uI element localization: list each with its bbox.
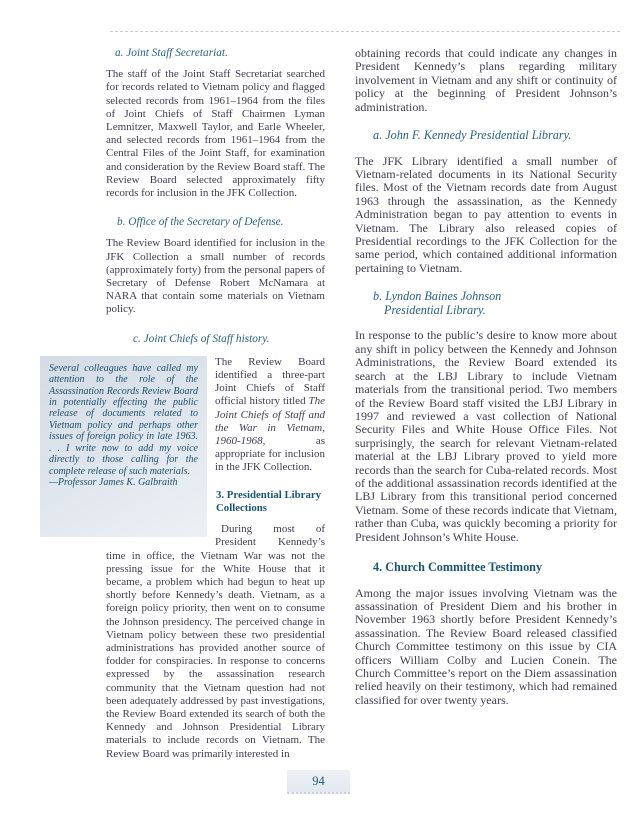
paragraph-office-secretary-defense: The Review Board identified for inclusion in the JFK Collection a small number of records (approximately forty) from the personal papers of Secretary of Defense Robert McNamara at NARA that contain some materials on Vietnam policy. [106,237,325,316]
heading-presidential-library-collections: 3. Presidential Library Collections [216,488,322,514]
jcs-history-text-after: as appropriate for inclusion in the JFK Collection. [215,435,325,474]
paragraph-presidential-libraries: During most of President Kennedy’s time in office, the Vietnam War was not the pressing issue for the White House that it became, a problem which had begun to heat up shortly before Kennedy’s death. Vietnam, as a foreign policy priority, then went on to consume the Johnson presidency. The perceived change in Vietnam policy between these two presidential administrations has provided another source of fodder for conspiracies. In response to concerns expressed by the assassination research community that the Vietnam question had not been adequately addressed by past investigations, the Review Board extended its search of both the Kennedy and Johnson Presidential Library materials to include records on Vietnam. The Review Board was primarily interested in [106,523,325,760]
heading-lbj-line1: b. Lyndon Baines Johnson [373,289,502,304]
left-column [36,40,325,761]
jcs-history-text-before: The Review Board identified a three-part Joint Chiefs of Staff official history titled [215,355,325,408]
paragraph-church-committee: Among the major issues involving Vietnam was the assassination of President Diem and his brother in November 1963 shortly before President Kennedy’s assassination. The Review Board released classified Church Committee testimony on this issue by CIA officers William Colby and Lucien Conein. The Church Committee’s report on the Diem assassination relied heavily on their testimony, which had remained classified for over twenty years. [355,585,617,707]
pullquote-text: Several colleagues have called my attention to the role of the Assassination Records Review Board in potentially effecting the public release of documents related to Vietnam policy and perhaps other issues of foreign policy in late 1963. . . I write now to add my voice directly to those calling for the complete release of such materials. [49,362,198,477]
heading-office-secretary-defense: b. Office of the Secretary of Defense. [117,216,284,229]
pullquote-attribution: —Professor James K. Galbraith [49,476,178,488]
jcs-history-book-title: The Joint Chiefs of Staff and the War in Vietnam, 1960-1968, [215,395,325,448]
heading-joint-chiefs-history: c. Joint Chiefs of Staff history. [133,332,270,345]
top-dotted-rule [110,31,620,32]
heading-church-committee-testimony: 4. Church Committee Testimony [373,559,543,574]
page-number-box [287,770,350,794]
paragraph-jfk-library: The JFK Library identified a small number of Vietnam-related documents in its National Security files. Most of the Vietnam records date from August 1963 through the assassination, as the Kennedy Administration began to pay attention to events in Vietnam. The Library also released copies of Presidential recordings to the JFK Collection for the same period, which contained additional information pertaining to Vietnam. [355,153,617,275]
pullquote-box [40,356,207,537]
heading-lbj-line2: Presidential Library. [384,302,486,317]
paragraph-lbj-library: In response to the public’s desire to know more about any shift in policy between the Kennedy and Johnson Administrations, the Review Board extended its search at the LBJ Library to include Vietnam materials from the transitional period. Two members of the Review Board staff visited the LBJ Library in 1997 and reviewed a vast collection of National Security Files and White House Office Files. Not surprisingly, the search for relevant Vietnam-related material at the LBJ Library proved to yield more records than the search for Cuba-related records. Most of the additional assassination records identified at the LBJ Library from this transitional period concerned Vietnam. Some of these records indicate that Vietnam, rather than Cuba, was quickly becoming a priority for President Johnson’s White House. [355,328,617,544]
paragraph-joint-staff-secretariat: The staff of the Joint Staff Secretariat searched for records related to Vietnam policy and flagged selected records from 1961–1964 from the files of Joint Chiefs of Staff Chairmen Lyman Lemnitzer, Maxwell Taylor, and Earle Wheeler, and selected records from 1961–1964 from the Central Files of the Joint Staff, for examination and consideration by the Review Board staff. The Review Board selected approximately fifty records for inclusion in the JFK Collection. [106,68,325,200]
page-number: 94 [312,774,325,788]
heading-lbj-presidential-library [355,290,617,317]
right-column [355,40,617,707]
heading-jfk-presidential-library: a. John F. Kennedy Presidential Library. [373,128,572,143]
heading-joint-staff-secretariat: a. Joint Staff Secretariat. [115,47,228,59]
paragraph-obtaining-records: obtaining records that could indicate any changes in President Kennedy’s plans regarding military involvement in Vietnam and any shift or continuity of policy at the beginning of President Johnson’s administration. [355,46,617,114]
